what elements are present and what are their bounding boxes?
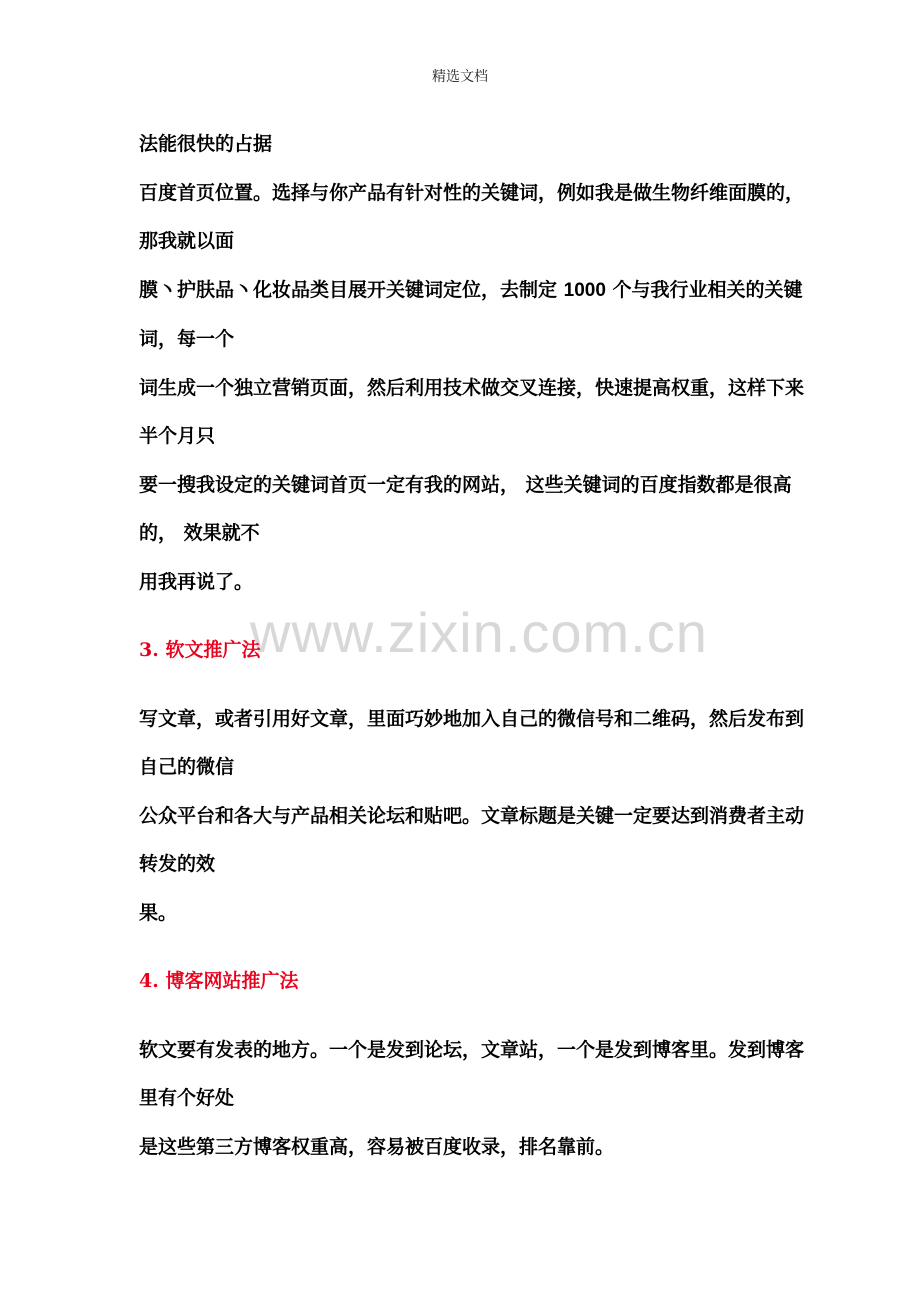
section-3-paragraph-3: 果。 [139,901,178,924]
spacer [139,1006,811,1026]
paragraph-4: 词生成一个独立营销页面，然后利用技术做交叉连接，快速提高权重，这样下来半个月只 [139,376,805,447]
section-3-paragraph-2: 公众平台和各大与产品相关论坛和贴吧。文章标题是关键一定要达到消费者主动转发的效 [139,804,805,875]
section-3-paragraph-1: 写文章，或者引用好文章，里面巧妙地加入自己的微信号和二维码，然后发布到自己的微信 [139,707,805,778]
paragraph-5: 要一搜我设定的关键词首页一定有我的网站， 这些关键词的百度指数都是很高的， 效果就不 [139,473,792,544]
section-3-heading: 3. 软文推广法 [139,639,261,661]
section-4-paragraph-2: 是这些第三方博客权重高，容易被百度收录，排名靠前。 [139,1135,615,1158]
paragraph-3 [139,266,811,364]
spacer [139,937,811,957]
spacer [139,606,811,626]
paragraph-6: 用我再说了。 [139,570,254,593]
section-4-heading: 4. 博客网站推广法 [139,970,299,992]
spacer [139,675,811,695]
paragraph-3-number: 1000 [563,279,606,301]
paragraph-1: 法能很快的占据 [139,133,273,155]
paragraph-3-end: 个与我行业相关的关键词，每一个 [139,278,803,350]
document-body [139,120,811,1171]
paragraph-3-start: 膜丶护肤品丶化妆品类目展开关键词定位，去制定 [139,278,564,301]
watermark: www.zixin.com.cn [250,601,708,664]
paragraph-2: 百度首页位置。选择与你产品有针对性的关键词，例如我是做生物纤维面膜的，那我就以面 [139,181,805,252]
section-4-paragraph-1: 软文要有发表的地方。一个是发到论坛，文章站，一个是发到博客里。发到博客里有个好处 [139,1038,805,1109]
page-header: 精选文档 [432,69,488,85]
